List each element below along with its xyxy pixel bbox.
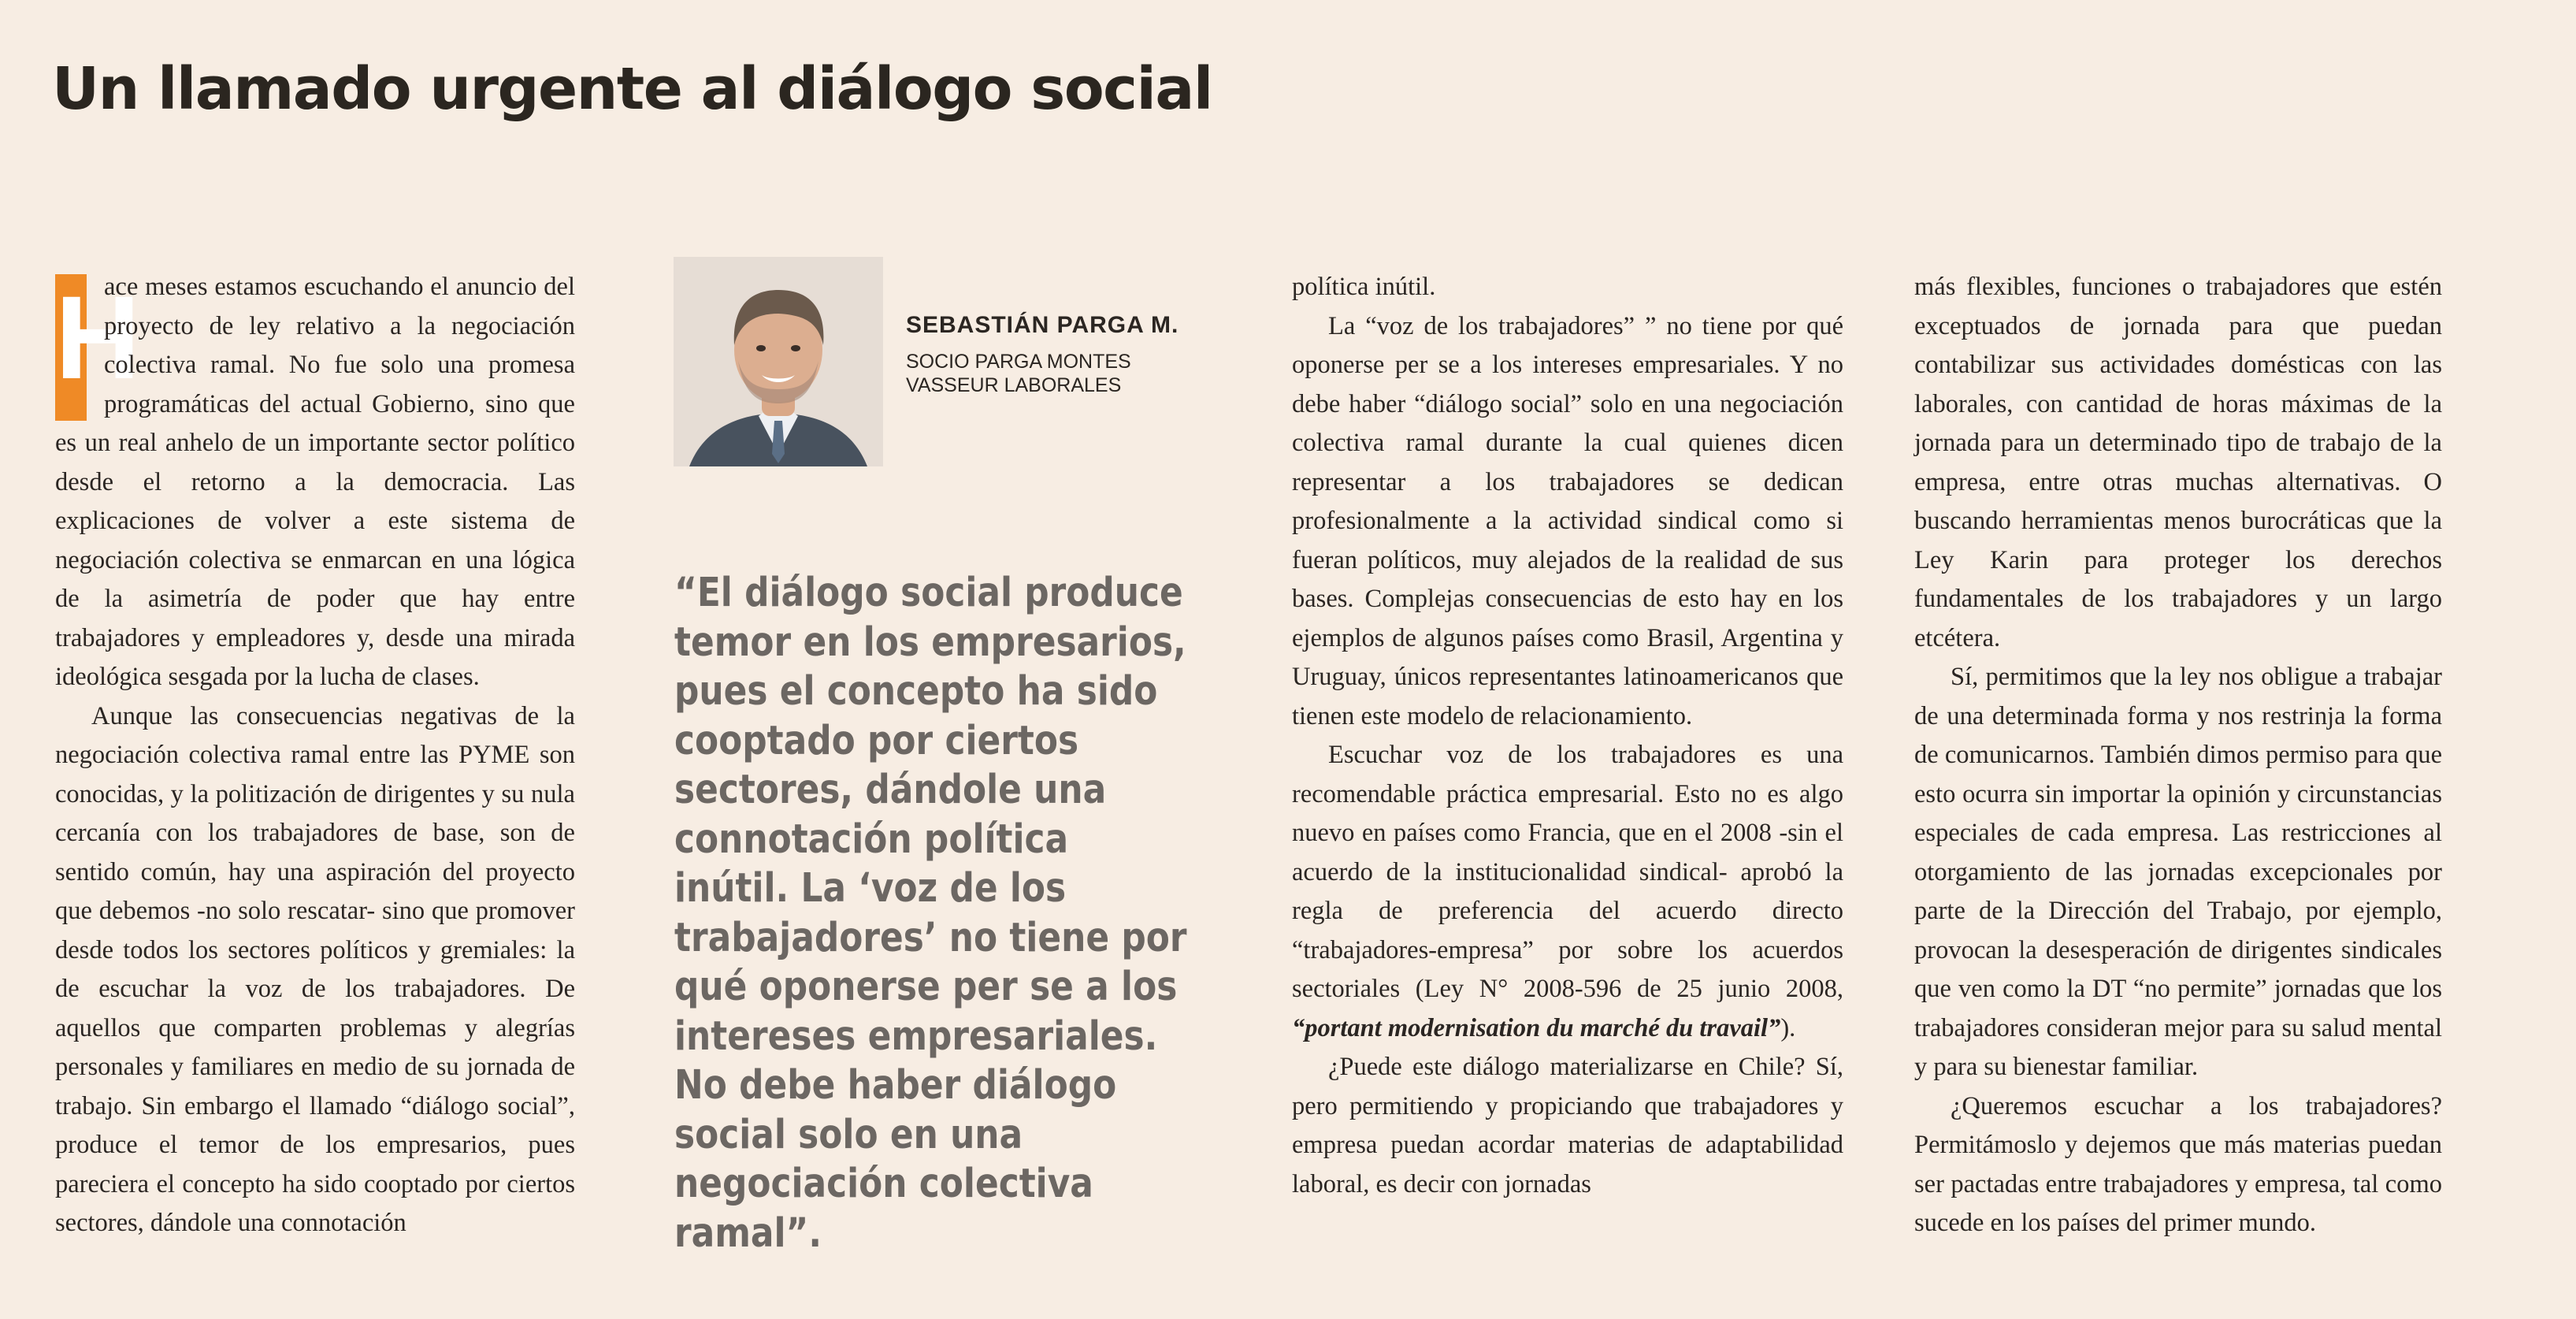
paragraph: más flexibles, funciones o trabajadores que estén exceptuados de jornada para que puedan contabilizar sus actividades domésticas con las laborales, con cantidad de horas máximas de la jornada para un determinado tipo de trabajo de la empresa, entre otras muchas alternativas. O buscando herramientas menos burocráticas que la Ley Karin para proteger los derechos fundamentales de los trabajadores y un largo etcétera. (1914, 273, 2442, 652)
paragraph: ¿Puede este diálogo materializarse en Chile? Sí, pero permitiendo y propiciando que trabajadores y empresa puedan acordar materias de adaptabilidad laboral, es decir con jornadas (1292, 1053, 1843, 1198)
paragraph: Escuchar voz de los trabajadores es una recomendable práctica empresarial. Esto no es algo nuevo en países como Francia, que en el 2008 -sin el acuerdo de la institucionalidad sindical- aprobó la regla de preferencia del acuerdo directo “trabajadores-empresa” por sobre los acuerdos sectoriales (Ley N° 2008-596 de 25 junio 2008, “portant modernisation du marché du travail”). (1292, 741, 1843, 1042)
headline: Un llamado urgente al diálogo social (52, 55, 1212, 123)
column-4 (1914, 268, 2442, 1243)
law-title: “portant modernisation du marché du travail” (1292, 1013, 1781, 1042)
paragraph: política inútil. (1292, 273, 1436, 301)
column-3 (1292, 268, 1843, 1204)
paragraph: H ace meses estamos escuchando el anuncio del proyecto de ley relativo a la negociación colectiva ramal. No fue solo una promesa programáticas del actual Gobierno, sino que es un real anhelo de un importante sector político desde el retorno a la democracia. Las explicaciones de volver a este sistema de negociación colectiva se enmarcan en una lógica de la asimetría de poder que hay entre trabajadores y empleadores y, desde una mirada ideológica sesgada por la lucha de clases. (55, 271, 575, 691)
author-name: SEBASTIÁN PARGA M. (906, 312, 1179, 338)
paragraph: Aunque las consecuencias negativas de la negociación colectiva ramal entre las PYME son conocidas, y la politización de dirigentes y su nula cercanía con los trabajadores de base, son de sentido común, hay una aspiración del proyecto que debemos -no solo rescatar- sino que promover desde todos los sectores políticos y gremiales: la de escuchar la voz de los trabajadores. De aquellos que comparten problemas y alegrías personales y familiares en medio de su jornada de trabajo. Sin embargo el llamado “diálogo social”, produce el temor de los empresarios, pues pareciera el concepto ha sido cooptado por ciertos sectores, dándole una connotación (55, 701, 575, 1237)
paragraph: ¿Queremos escuchar a los trabajadores? Permitámoslo y dejemos que más materias puedan ser pactadas entre trabajadores y empresa, tal como sucede en los países del primer mundo. (1914, 1091, 2442, 1237)
author-photo (674, 257, 883, 466)
paragraph: La “voz de los trabajadores” ” no tiene por qué oponerse per se a los intereses empresariales. Y no debe haber “diálogo social” solo en una negociación colectiva ramal durante la cual quienes dicen representar a los trabajadores se dedican profesionalmente a la actividad sindical como si fueran políticos, muy alejados de la realidad de sus bases. Complejas consecuencias de esto hay en los ejemplos de algunos países como Brasil, Argentina y Uruguay, únicos representantes latinoamericanos que tienen este modelo de relacionamiento. (1292, 311, 1843, 730)
column-1 (55, 268, 575, 1243)
paragraph: Sí, permitimos que la ley nos obligue a trabajar de una determinada forma y nos restrinja la forma de comunicarnos. También dimos permiso para que esto ocurra sin importar la opinión y circunstancias especiales de cada empresa. Las restricciones al otorgamiento de las jornadas excepcionales por parte de la Dirección del Trabajo, por ejemplo, provocan la desesperación de dirigentes sindicales que ven como la DT “no permite” jornadas que los trabajadores consideran mejor para su salud mental y para su bienestar familiar. (1914, 663, 2442, 1081)
pull-quote: “El diálogo social produce temor en los empresarios, pues el concepto ha sido cooptado por ciertos sectores, dándole una connotación política inútil. La ‘voz de los trabajadores’ no tiene por qué oponerse per se a los intereses empresariales. No debe haber diálogo social solo en una negociación colectiva ramal”. (674, 570, 1187, 1257)
author-role: SOCIO PARGA MONTES VASSEUR LABORALES (906, 351, 1131, 396)
drop-cap: H (55, 274, 87, 421)
